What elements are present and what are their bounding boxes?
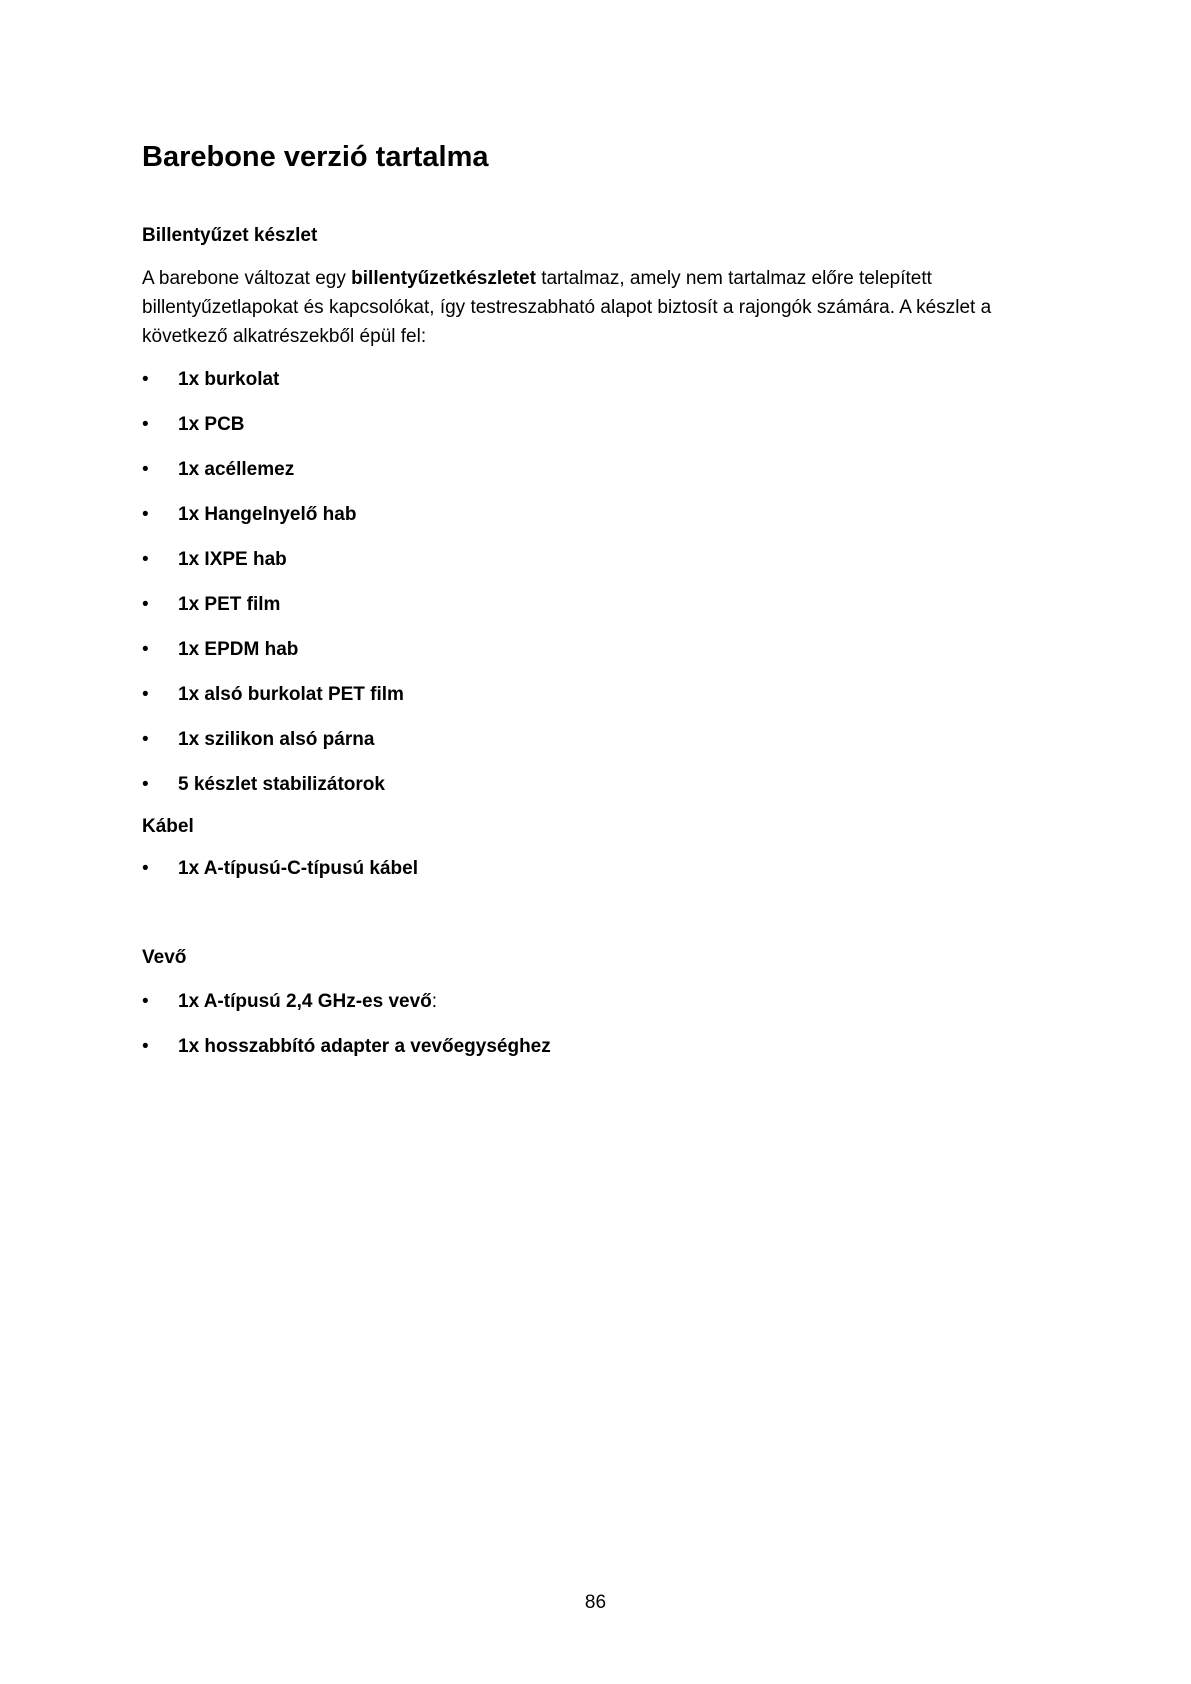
page-title: Barebone verzió tartalma — [142, 141, 489, 173]
bullet-icon: • — [142, 638, 149, 660]
list-item — [142, 458, 1052, 481]
list-item-label: 1x A-típusú-C-típusú kábel — [178, 858, 418, 880]
list-item — [142, 773, 1052, 796]
list-item-label: 1x acéllemez — [178, 458, 295, 480]
bullet-icon: • — [142, 773, 149, 795]
list-item — [142, 728, 1052, 751]
bullet-icon: • — [142, 458, 149, 480]
bullet-icon: • — [142, 548, 149, 570]
bullet-icon: • — [142, 683, 149, 705]
list-item — [142, 638, 1052, 661]
list-item-label: 1x EPDM hab — [178, 638, 299, 660]
cable-section-heading: Kábel — [142, 815, 194, 837]
bullet-icon: • — [142, 858, 149, 880]
bullet-icon: • — [142, 368, 149, 390]
list-item — [142, 368, 1052, 391]
list-item — [142, 857, 1052, 880]
bullet-icon: • — [142, 593, 149, 615]
bullet-icon: • — [142, 413, 149, 435]
list-item-suffix: : — [431, 991, 438, 1013]
intro-bold-term: billentyűzetkészletet — [351, 267, 536, 289]
list-item-label: 1x burkolat — [178, 368, 280, 390]
list-item — [142, 990, 1052, 1013]
intro-text-end: tartalmaz, amely nem tartalmaz előre telepített billentyűzetlapokat és kapcsolókat, így testreszabható alapot biztosít a rajongók számára. A készlet a következő alkatrészekből épül fel: — [142, 267, 992, 347]
list-item — [142, 413, 1052, 436]
list-item-label: 1x A-típusú 2,4 GHz-es vevő — [178, 991, 432, 1013]
cable-list — [142, 857, 1052, 880]
document-page — [142, 140, 1052, 1080]
list-item-label: 1x PCB — [178, 413, 245, 435]
list-item — [142, 503, 1052, 526]
list-item — [142, 1035, 1052, 1058]
list-item — [142, 683, 1052, 706]
list-item — [142, 548, 1052, 571]
keyboard-intro-paragraph — [142, 264, 1052, 351]
list-item-label: 1x IXPE hab — [178, 548, 287, 570]
bullet-icon: • — [142, 991, 149, 1013]
receiver-section-heading: Vevő — [142, 947, 187, 969]
list-item — [142, 593, 1052, 616]
bullet-icon: • — [142, 728, 149, 750]
page-number: 86 — [584, 1592, 607, 1613]
bullet-icon: • — [142, 1036, 149, 1058]
intro-text-start: A barebone változat egy — [142, 267, 352, 289]
keyboard-section-heading: Billentyűzet készlet — [142, 224, 318, 246]
list-item-label: 1x Hangelnyelő hab — [178, 503, 357, 525]
list-item-label: 1x PET film — [178, 593, 281, 615]
list-item-label: 5 készlet stabilizátorok — [178, 773, 385, 795]
list-item-label: 1x alsó burkolat PET film — [178, 683, 404, 705]
receiver-list — [142, 990, 1052, 1058]
list-item-label: 1x hosszabbító adapter a vevőegységhez — [178, 1036, 551, 1058]
keyboard-parts-list — [142, 368, 1052, 796]
list-item-label: 1x szilikon alsó párna — [178, 728, 375, 750]
bullet-icon: • — [142, 503, 149, 525]
